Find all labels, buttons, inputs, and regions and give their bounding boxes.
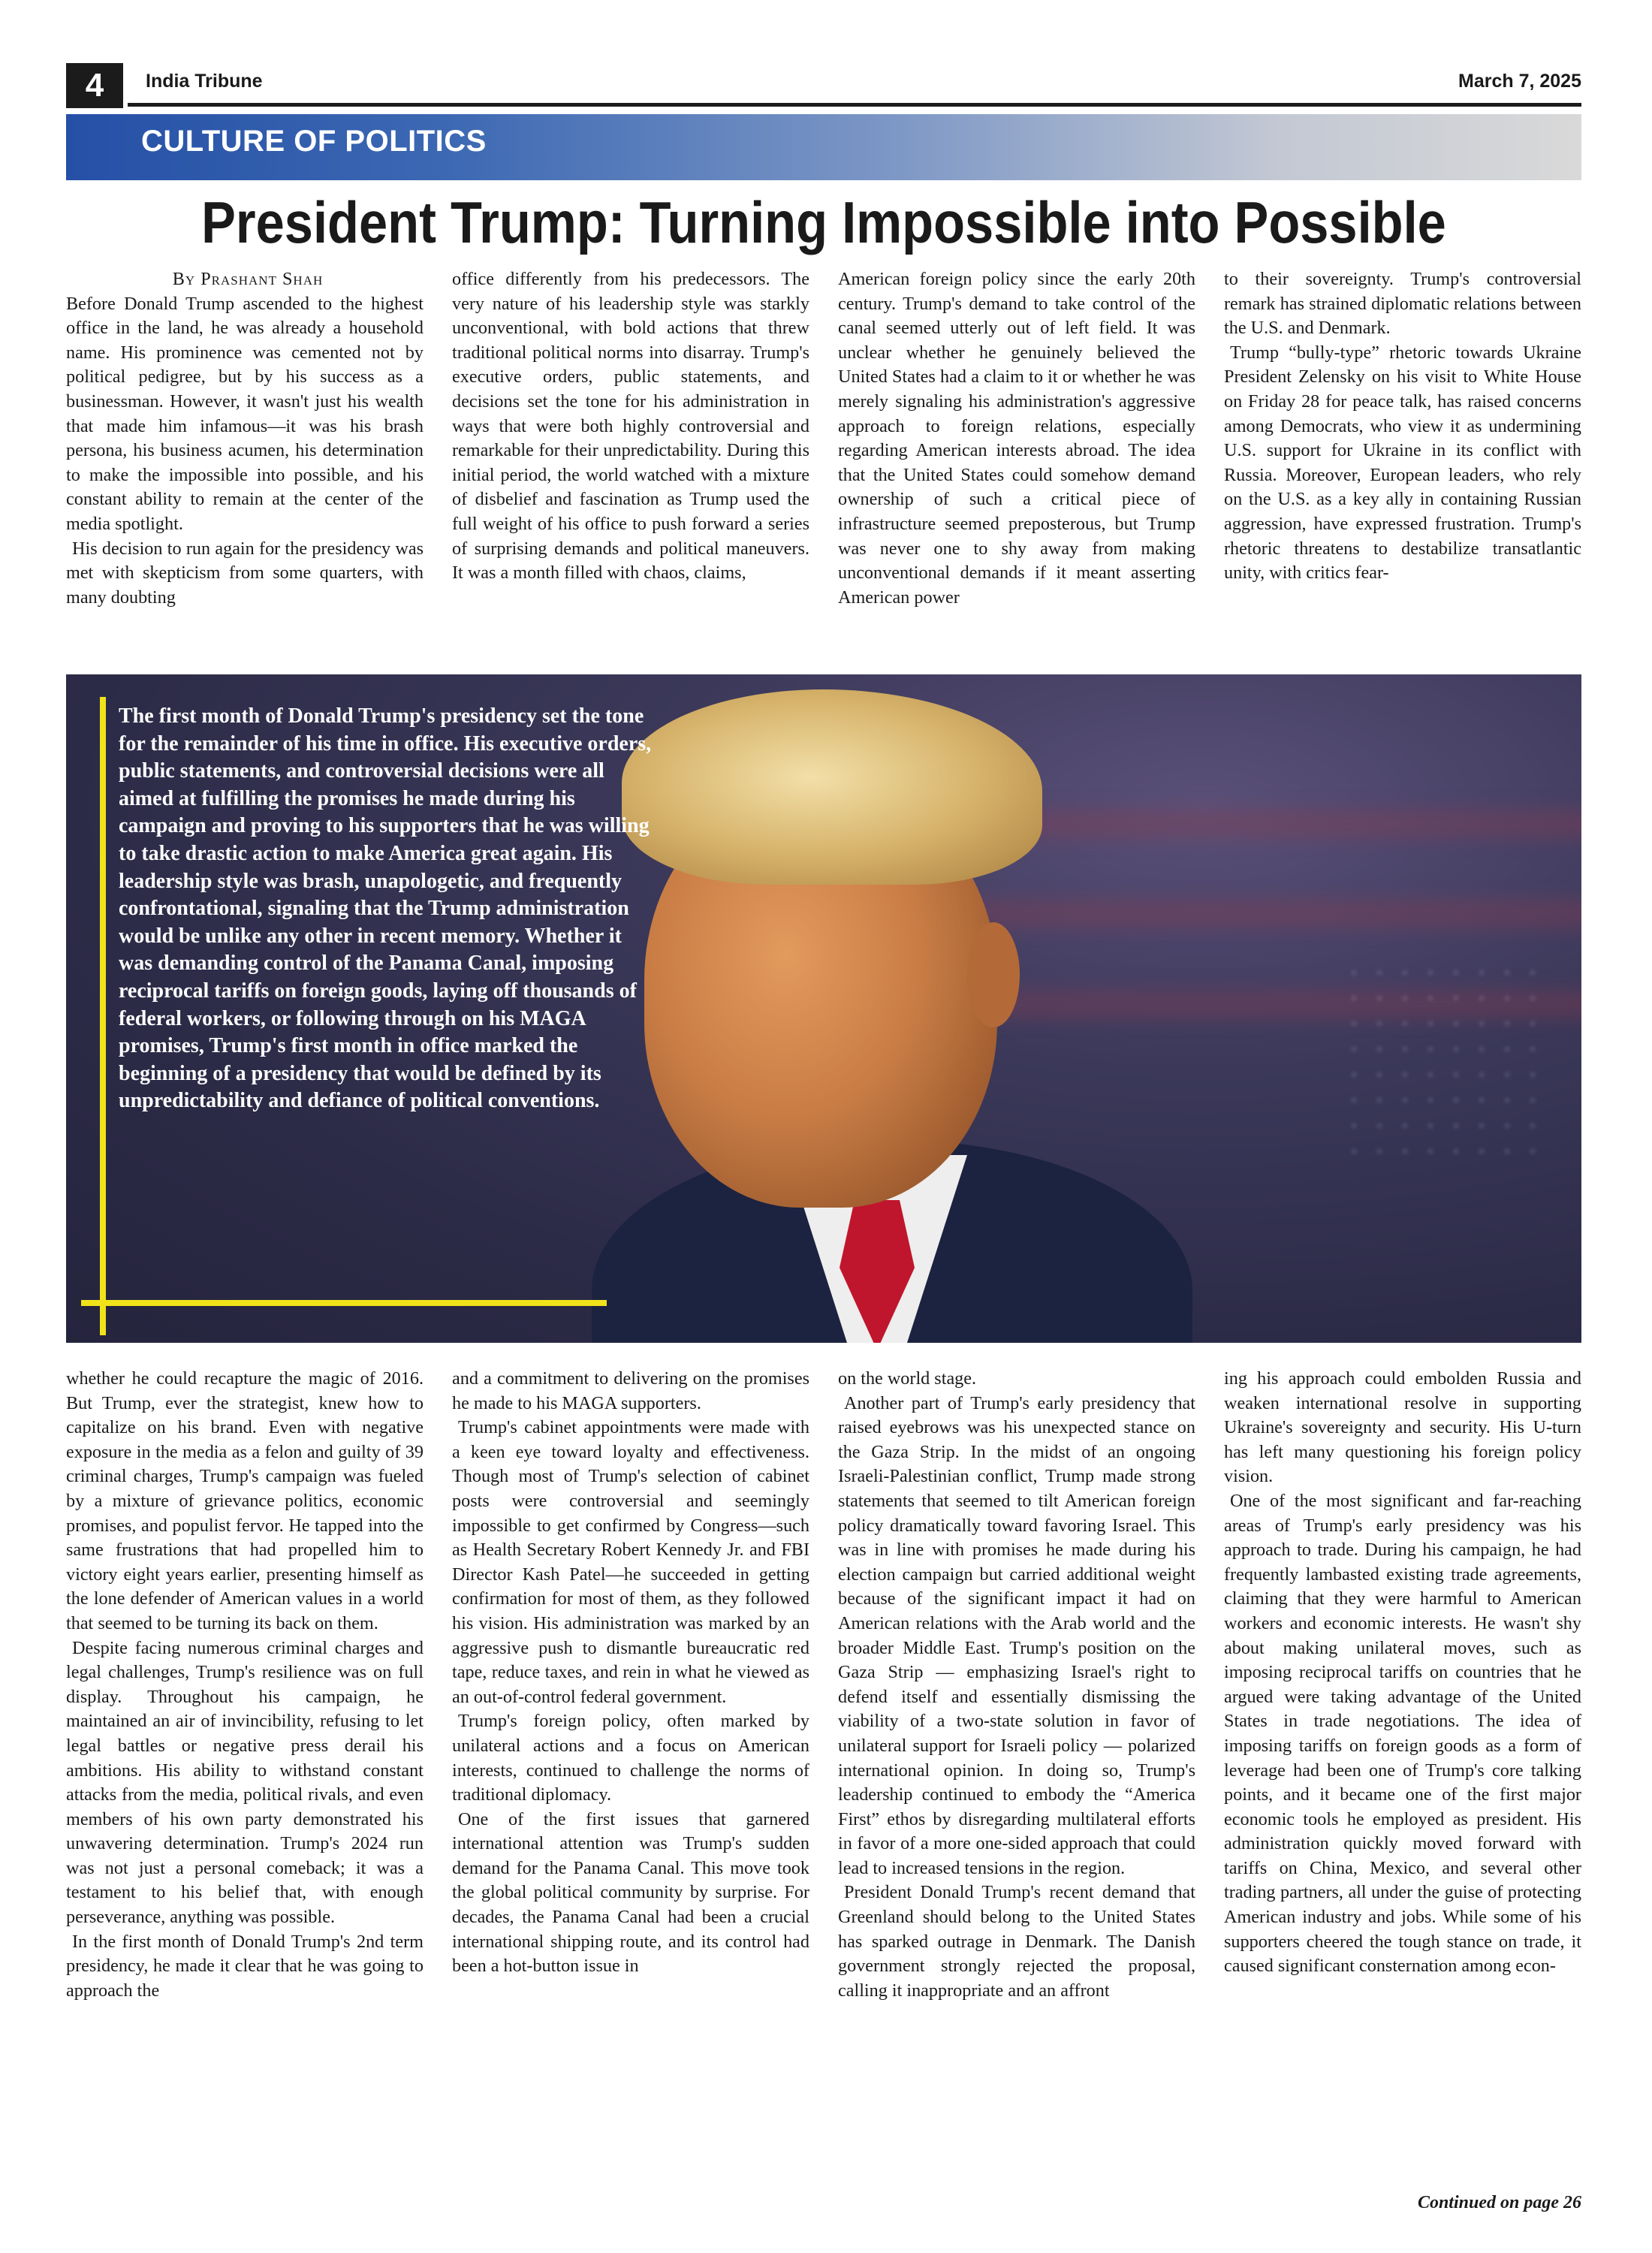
continued-link[interactable]: Continued on page 26 — [1417, 2193, 1581, 2212]
paragraph: on the world stage. — [838, 1368, 977, 1389]
paragraph: American foreign policy since the early 20th century. Trump's demand to take control of the canal seemed utterly out of left field. It was unclear whether he genuinely believed the United States had a claim to it or whether he was merely signaling his administration's aggressive approach to foreign relations, especially regarding American interests abroad. The idea that the United States could somehow demand ownership of such a critical piece of infrastructure seemed preposterous, but Trump was never one to shy away from making unconventional demands if it meant asserting American power — [838, 269, 1195, 608]
flag-stars — [1341, 960, 1551, 1155]
bottom-column-3 — [838, 1367, 1195, 2191]
paragraph: Trump's cabinet appointments were made with a keen eye toward loyalty and effectiveness. Though most of Trump's selection of cabinet posts were controversial and seemingly impossible to get confirmed by Congress—such as Health Secretary Robert Kennedy Jr. and FBI Director Kash Patel—he succeeded in getting confirmation for most of them, as they followed his vision. His administration was marked by an aggressive push to dismantle bureaucratic red tape, reduce taxes, and rein in what he viewed as an out-of-control federal government. — [452, 1417, 809, 1707]
top-column-3 — [838, 267, 1195, 665]
top-column-2 — [452, 267, 809, 665]
article-photo — [66, 674, 1581, 1343]
portrait-hair — [622, 689, 1042, 885]
section-banner — [66, 114, 1581, 180]
paragraph: Another part of Trump's early presidency that raised eyebrows was his unexpected stance on the Gaza Strip. In the midst of an ongoing Israeli-Palestinian conflict, Trump made strong statements that seemed to tilt American foreign policy dramatically toward favoring Israel. This was in line with promises he made during his election campaign but carried additional weight because of the significant impact it had on American relations with the Arab world and the broader Middle East. Trump's position on the Gaza Strip — emphasizing Israel's right to defend itself and essentially dismissing the viability of a two-state solution in favor of unilateral support for Israeli policy — polarized international opinion. In doing so, Trump's leadership continued to embody the “America First” ethos by disregarding multilateral efforts in favor of a more one-sided approach that could lead to increased tensions in the region. — [838, 1392, 1195, 1878]
paragraph: to their sovereignty. Trump's controversial remark has strained diplomatic relations between the U.S. and Denmark. — [1224, 269, 1581, 339]
paragraph: One of the most significant and far-reaching areas of Trump's early presidency was his approach to trade. During his campaign, he had frequently lambasted existing trade agreements, claiming that they were harmful to American workers and economic interests. He wasn't shy about making unilateral moves, such as imposing reciprocal tariffs on countries that he argued were taking advantage of the United States in trade negotiations. The idea of imposing tariffs on foreign goods as a form of leverage had been one of Trump's core talking points, and it became one of the first major economic tools he employed as president. His administration quickly moved forward with tariffs on China, Mexico, and several other trading partners, all under the guise of protecting American industry and jobs. While some of his supporters cheered the tough stance on trade, it caused significant consternation among econ- — [1224, 1490, 1581, 1977]
headline: President Trump: Turning Impossible into Possible — [201, 189, 1446, 255]
flag-stripe — [967, 900, 1581, 928]
paragraph: President Donald Trump's recent demand that Greenland should belong to the United States has sparked outrage in Denmark. The Danish government strongly rejected the proposal, calling it inappropriate and an affront — [838, 1882, 1195, 2001]
paragraph: office differently from his predecessors. The very nature of his leadership style was starkly unconventional, with bold actions that threw traditional political norms into disarray. Trump's executive orders, public statements, and decisions set the tone for his administration in ways that were both highly controversial and remarkable for their unpredictability. During this initial period, the world watched with a mixture of disbelief and fascination as Trump used the full weight of his office to push forward a series of surprising demands and political maneuvers. It was a month filled with chaos, claims, — [452, 269, 809, 584]
bottom-column-1 — [66, 1367, 424, 2191]
header-rule — [128, 103, 1581, 107]
paragraph: whether he could recapture the magic of 2016. But Trump, ever the strategist, knew how to capitalize on his brand. Even with negative exposure in the media as a felon and guilty of 39 criminal charges, Trump's campaign was fueled by a mixture of grievance politics, economic promises, and populist fervor. He tapped into the same frustrations that had propelled him to victory eight years earlier, presenting himself as the lone defender of American values in a world that seemed to be turning its back on them. — [66, 1368, 424, 1633]
paragraph: ing his approach could embolden Russia and weaken international resolve in supporting Ukraine's sovereignty and security. His U-turn has left many questioning his foreign policy vision. — [1224, 1368, 1581, 1487]
bottom-column-2 — [452, 1367, 809, 2191]
flag-stripe — [967, 810, 1581, 838]
bottom-column-4 — [1224, 1367, 1581, 2191]
paragraph: His decision to run again for the presidency was met with skepticism from some quarters, with many doubting — [66, 538, 424, 608]
top-column-4 — [1224, 267, 1581, 665]
publication-date: March 7, 2025 — [1458, 71, 1581, 92]
paragraph: Despite facing numerous criminal charges and legal challenges, Trump's resilience was on full display. Throughout his campaign, he maintained an air of invincibility, refusing to let legal battles or negative press derail his ambitions. His ability to withstand constant attacks from the media, political rivals, and even members of his own party demonstrated his unwavering determination. Trump's 2024 run was not just a personal comeback; it was a testament to his belief that, with enough perseverance, anything was possible. — [66, 1637, 424, 1928]
section-title: CULTURE OF POLITICS — [141, 125, 487, 158]
portrait-ear — [967, 922, 1020, 1027]
pull-quote: The first month of Donald Trump's presidency set the tone for the remainder of his time in office. His executive orders, public statements, and controversial decisions were all aimed at fulfilling the promises he made during his campaign and proving to his supporters that he was willing to take drastic action to make America great again. His leadership style was brash, unapologetic, and frequently confrontational, signaling that the Trump administration would be unlike any other in recent memory. Whether it was demanding control of the Panama Canal, imposing reciprocal tariffs on foreign goods, laying off thousands of federal workers, or following through on his MAGA promises, Trump's first month in office marked the beginning of a presidency that would be defined by its unpredictability and defiance of political conventions. — [119, 704, 652, 1113]
top-column-1 — [66, 267, 424, 665]
quote-accent-horizontal — [81, 1300, 607, 1306]
quote-accent-vertical — [100, 697, 106, 1335]
paragraph: Trump's foreign policy, often marked by unilateral actions and a focus on American interests, continued to challenge the norms of traditional diplomacy. — [452, 1711, 809, 1805]
paragraph: In the first month of Donald Trump's 2nd term presidency, he made it clear that he was going to approach the — [66, 1931, 424, 2001]
paragraph: One of the first issues that garnered international attention was Trump's sudden demand for the Panama Canal. This move took the global political community by surprise. For decades, the Panama Canal had been a crucial international shipping route, and its control had been a hot-button issue in — [452, 1808, 809, 1977]
paragraph: Trump “bully-type” rhetoric towards Ukraine President Zelensky on his visit to White House on Friday 28 for peace talk, has raised concerns among Democrats, who view it as undermining U.S. support for Ukraine in its conflict with Russia. Moreover, European leaders, who rely on the U.S. as a key ally in containing Russian aggression, have expressed frustration. Trump's rhetoric threatens to destabilize transatlantic unity, with critics fear- — [1224, 342, 1581, 584]
paragraph: and a commitment to delivering on the promises he made to his MAGA supporters. — [452, 1368, 809, 1413]
byline: By Prashant Shah — [172, 269, 324, 289]
publication-name: India Tribune — [146, 71, 263, 92]
paragraph: Before Donald Trump ascended to the highest office in the land, he was already a household name. His prominence was cemented not by political pedigree, but by his success as a businessman. However, it wasn't just his wealth that made him infamous—it was his brash persona, his business acumen, his determination to make the impossible into possible, and his constant ability to remain at the center of the media spotlight. — [66, 293, 424, 534]
page-number: 4 — [66, 63, 123, 108]
